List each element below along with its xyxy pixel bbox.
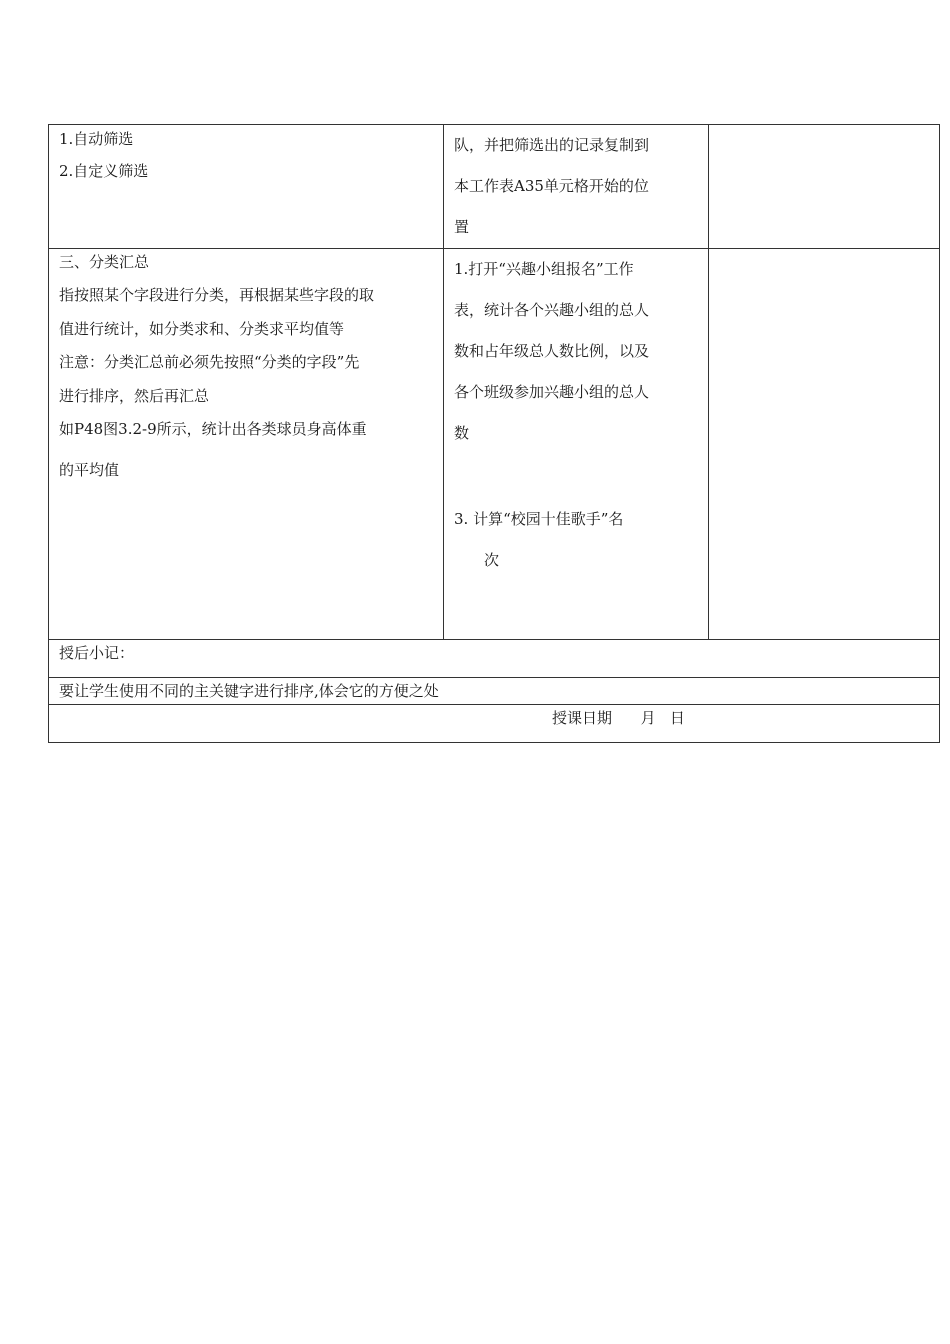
task-line: 1.打开“兴趣小组报名”工作 (454, 260, 634, 278)
task-line: 队，并把筛选出的记录复制到 (454, 136, 650, 154)
date-cell (49, 705, 940, 743)
notes-content-cell (49, 678, 940, 705)
table-row (49, 249, 940, 640)
subtotal-topic-cell (49, 249, 444, 640)
task-line: 各个班级参加兴趣小组的总人 (454, 383, 650, 401)
task-line: 本工作表A35单元格开始的位 (454, 177, 649, 195)
notes-label: 授后小记： (59, 644, 135, 662)
table-row (49, 705, 940, 743)
filter-topics-cell (49, 125, 444, 249)
content-line: 如P48图3.2-9所示，统计出各类球员身高体重 (59, 420, 367, 438)
task-line: 3. 计算“校园十佳歌手”名 (454, 510, 624, 528)
subtotal-task-cell (444, 249, 709, 640)
content-line: 指按照某个字段进行分类，再根据某些字段的取 (59, 286, 375, 304)
task-line: 次 (484, 551, 500, 569)
notes-content: 要让学生使用不同的主关键字进行排序,体会它的方便之处 (59, 682, 439, 700)
topic-auto-filter: 1.自动筛选 (59, 130, 134, 148)
filter-task-cell (444, 125, 709, 249)
content-line: 的平均值 (59, 461, 120, 479)
lesson-plan-table (48, 124, 940, 743)
content-line: 值进行统计，如分类求和、分类求平均值等 (59, 320, 345, 338)
task-line: 数 (454, 424, 470, 442)
notes-label-cell (49, 640, 940, 678)
task-line: 表，统计各个兴趣小组的总人 (454, 301, 650, 319)
table-row (49, 640, 940, 678)
lesson-date: 授课日期 月 日 (552, 709, 685, 727)
content-line: 注意：分类汇总前必须先按照“分类的字段”先 (59, 353, 360, 371)
content-line: 进行排序，然后再汇总 (59, 387, 210, 405)
task-line: 置 (454, 218, 470, 236)
table-row (49, 678, 940, 705)
task-line: 数和占年级总人数比例，以及 (454, 342, 650, 360)
table-row (49, 125, 940, 249)
section-heading: 三、分类汇总 (59, 253, 150, 271)
empty-cell (709, 249, 940, 640)
topic-custom-filter: 2.自定义筛选 (59, 162, 149, 180)
empty-cell (709, 125, 940, 249)
